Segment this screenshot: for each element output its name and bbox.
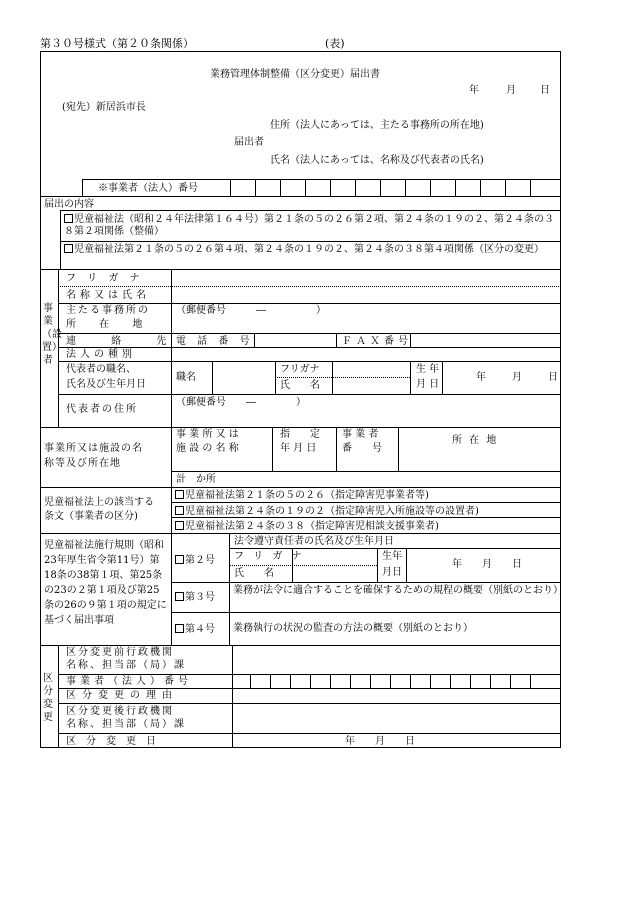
- facility-total[interactable]: 計 か所: [176, 474, 216, 485]
- operator-side-label: 事業（設置）者: [42, 303, 62, 366]
- date-day[interactable]: 日: [540, 85, 550, 96]
- addressee: (宛先）新居浜市長: [62, 102, 146, 113]
- fax-label: ＦＡＸ番号: [342, 336, 412, 347]
- applicable-label-2: 条文（事業者の区分): [44, 511, 138, 522]
- classification-after-1: 区分変更後行政機関: [66, 706, 174, 717]
- rules-art3[interactable]: 第３号: [175, 592, 215, 603]
- classification-date-label: 区 分 変 更 日: [66, 736, 156, 747]
- rules-art2-name: 氏 名: [234, 568, 274, 579]
- rep-address-label: 代表者の住所: [66, 404, 138, 415]
- rules-art2-header: 法令遵守責任者の氏名及び生年月日: [234, 536, 394, 547]
- rep-postal[interactable]: （郵便番号 ― ）: [176, 397, 306, 408]
- facility-col-name-2: 施 設 の 名 称: [176, 443, 239, 454]
- classification-after-2: 名称、担当部（局）課: [66, 719, 186, 730]
- rules-art4-text: 業務執行の状況の監査の方法の概要（別紙のとおり）: [233, 623, 473, 634]
- applicable-label-1: 児童福祉法上の該当する: [44, 497, 154, 508]
- facility-label-2: 称等及び所在地: [44, 458, 121, 469]
- facility-col-date-2: 年 月 日: [280, 443, 317, 454]
- facility-col-number-1: 事 業 者: [342, 429, 379, 440]
- date-year[interactable]: 年: [469, 85, 479, 96]
- content-label: 届出の内容: [44, 199, 94, 210]
- classification-reason: 区分変更の理由: [66, 690, 178, 701]
- rules-art2-birth-value[interactable]: 年 月 日: [452, 559, 522, 570]
- tel-label: 電 話 番 号: [176, 336, 254, 347]
- classification-before-2: 名称、担当部（局）課: [66, 660, 186, 671]
- rep-birth-label-2: 月 日: [416, 379, 440, 390]
- office-label-1: 主たる事務所の: [66, 305, 150, 316]
- operator-furigana-label: フ リ ガ ナ: [66, 273, 144, 284]
- rules-art2-birth-1: 生年: [382, 551, 402, 562]
- rep-birth-label-1: 生 年: [416, 364, 440, 375]
- operator-name-label: 名称又は氏名: [66, 290, 150, 301]
- rep-label-1: 代表者の職名、: [66, 364, 136, 375]
- office-postal[interactable]: （郵便番号 ― ）: [176, 305, 326, 316]
- operator-number-label: ※事業者（法人）番号: [98, 183, 198, 194]
- rep-label-2: 氏名及び生年月日: [66, 379, 146, 390]
- form-side-label: (表): [325, 37, 345, 50]
- rules-art2-birth-2: 月日: [382, 567, 402, 578]
- notifier-name-label: 氏名（法人にあっては、名称及び代表者の氏名): [270, 155, 484, 166]
- facility-col-number-2: 番 号: [342, 443, 382, 454]
- facility-col-address: 所 在 地: [452, 435, 499, 446]
- rep-name-label: 氏 名: [280, 380, 320, 391]
- facility-label-1: 事業所又は施設の名: [44, 443, 143, 454]
- notifier-label: 届出者: [234, 137, 264, 148]
- rep-title-label: 職名: [176, 372, 196, 383]
- applicable-option-3[interactable]: 児童福祉法第２４条の３８（指定障害児相談支援事業者): [175, 521, 439, 532]
- content-option-2[interactable]: 児童福祉法第２１条の５の２６第４項、第２４条の１９の２、第２４条の３８第４項関係（区分の変更）: [64, 244, 558, 256]
- rules-label: 児童福祉法施行規則（昭和23年厚生省令第11号）第18条の38第１項、第25条の23の２第１項及び第25条の26の９第１項の規定に基づく届出事項: [44, 540, 167, 626]
- form-number: 第３０号様式（第２０条関係）: [40, 37, 194, 50]
- classification-side-label: 区分変更: [43, 673, 53, 723]
- applicable-option-2[interactable]: 児童福祉法第２４条の１９の２（指定障害児入所施設等の設置者): [175, 506, 479, 517]
- classification-number: 事業者（法人）番号: [66, 676, 192, 687]
- rules-art4[interactable]: 第４号: [175, 624, 215, 635]
- contact-label: 連 絡 先: [66, 336, 183, 347]
- classification-before-1: 区分変更前行政機関: [66, 647, 174, 658]
- content-option-1[interactable]: 児童福祉法（昭和２４年法律第１６４号）第２１条の５の２６第２項、第２４条の１９の２、第２４条の３８第２項関係（整備）: [64, 214, 554, 237]
- form-title: 業務管理体制整備（区分変更）届出書: [210, 69, 380, 80]
- rules-art2-furigana: フ リ ガ ナ: [234, 551, 305, 562]
- rep-furigana-label: フリガナ: [280, 364, 320, 375]
- office-label-2: 所 在 地: [66, 319, 153, 330]
- facility-col-date-1: 指 定: [280, 429, 320, 440]
- notifier-address-label: 住所（法人にあっては、主たる事務所の所在地): [270, 120, 484, 131]
- date-month[interactable]: 月: [506, 85, 516, 96]
- applicable-option-1[interactable]: 児童福祉法第２１条の５の２６（指定障害児事業者等): [175, 490, 429, 501]
- rules-art2[interactable]: 第２号: [175, 555, 215, 566]
- rep-birth-value[interactable]: 年 月 日: [476, 372, 566, 383]
- rules-art3-text: 業務が法令に適合することを確保するための規程の概要（別紙のとおり）: [233, 585, 563, 596]
- corp-type-label: 法人の種別: [66, 349, 136, 360]
- classification-date-value[interactable]: 年 月 日: [345, 736, 415, 747]
- facility-col-name-1: 事 業 所 又 は: [176, 429, 239, 440]
